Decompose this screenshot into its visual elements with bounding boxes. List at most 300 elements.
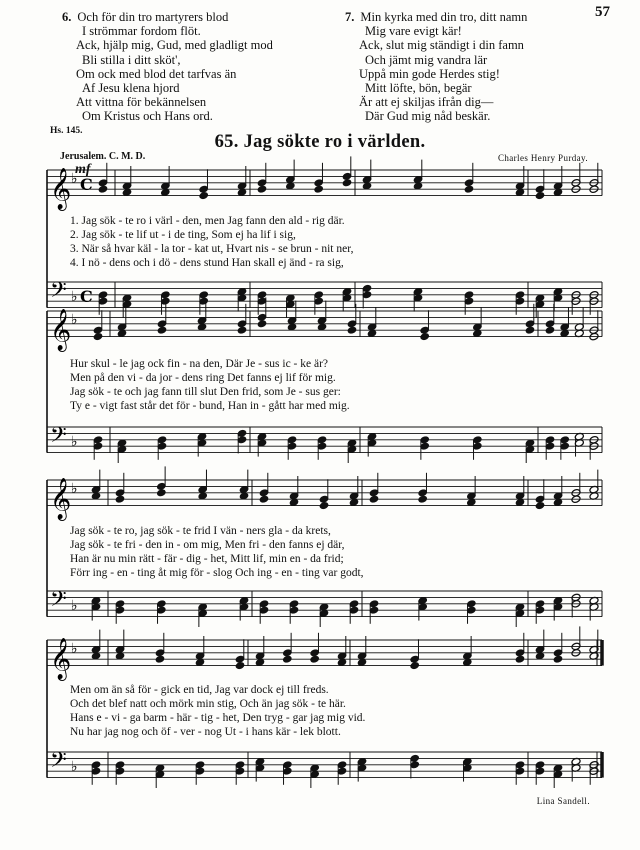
verse-line: Och jämt mig vandra lär <box>365 52 488 67</box>
note-head <box>115 600 125 609</box>
note-head <box>571 489 581 498</box>
note-head <box>160 188 170 197</box>
note-head <box>571 593 581 602</box>
note-head <box>157 436 167 445</box>
treble-clef: 𝄞 <box>50 309 72 351</box>
note-head <box>91 485 101 494</box>
verse-line: I strömmar fordom flöt. <box>82 24 201 39</box>
note-head <box>571 649 581 658</box>
note-head <box>199 291 209 300</box>
note-head <box>535 761 545 770</box>
note-head <box>91 761 101 770</box>
note-head <box>285 175 295 184</box>
note-head <box>314 185 324 194</box>
note-head <box>367 439 377 448</box>
note-head <box>317 323 327 332</box>
note-head <box>197 316 207 325</box>
note-head <box>466 600 476 609</box>
note-head <box>571 495 581 504</box>
note-head <box>239 596 249 605</box>
note-head <box>337 658 347 667</box>
note-head <box>117 329 127 338</box>
note-head <box>235 767 245 776</box>
note-head <box>362 175 372 184</box>
note-head <box>574 329 584 338</box>
note-head <box>413 175 423 184</box>
note-head <box>117 439 127 448</box>
note-head <box>464 179 474 188</box>
dynamic-marking: mf <box>75 162 91 177</box>
note-head <box>515 761 525 770</box>
note-head <box>574 432 584 441</box>
note-head <box>418 603 428 612</box>
note-head <box>369 606 379 615</box>
lyricist-credit: Lina Sandell. <box>536 796 590 806</box>
verse-line: Att vittna för bekännelsen <box>76 95 207 110</box>
note-head <box>115 495 125 504</box>
note-head <box>589 761 599 770</box>
note-head <box>420 436 430 445</box>
note-head <box>198 603 208 612</box>
note-head <box>553 287 563 296</box>
note-head <box>156 482 166 491</box>
note-head <box>535 501 545 510</box>
note-head <box>287 323 297 332</box>
note-head <box>337 652 347 661</box>
note-head <box>259 495 269 504</box>
note-head <box>589 603 599 612</box>
lyrics-system-1 <box>70 214 353 270</box>
verse-line: Om Kristus och Hans ord. <box>82 109 213 124</box>
note-head <box>553 770 563 779</box>
lyric-line: Förr ing - en - ting åt mig för - slog Och ing - en - ting var godt, <box>70 567 364 579</box>
note-head <box>197 323 207 332</box>
verse-line: Mitt löfte, bön, begär <box>365 81 472 96</box>
key-signature-flat: ♭ <box>71 289 78 306</box>
note-head <box>157 326 167 335</box>
note-head <box>157 320 167 329</box>
note-head <box>115 489 125 498</box>
note-head <box>155 764 165 773</box>
note-head <box>115 767 125 776</box>
note-head <box>198 485 208 494</box>
bass-clef: 𝄢 <box>50 423 67 454</box>
note-head <box>462 764 472 773</box>
note-head <box>545 442 555 451</box>
note-head <box>317 316 327 325</box>
note-head <box>571 291 581 300</box>
note-head <box>410 754 420 763</box>
note-head <box>198 492 208 501</box>
note-head <box>93 332 103 341</box>
time-signature: C <box>80 287 93 307</box>
note-head <box>553 596 563 605</box>
verse-line: Mig vare evigt kär! <box>365 24 462 39</box>
note-head <box>535 600 545 609</box>
note-head <box>535 191 545 200</box>
note-head <box>464 185 474 194</box>
note-head <box>515 498 525 507</box>
note-head <box>589 436 599 445</box>
note-head <box>462 757 472 766</box>
note-head <box>347 439 357 448</box>
verse-line: Om ock med blod det tarfvas än <box>76 66 237 81</box>
note-head <box>257 185 267 194</box>
note-head <box>553 492 563 501</box>
note-head <box>410 761 420 770</box>
note-head <box>574 323 584 332</box>
note-head <box>314 291 324 300</box>
hymn-reference: Hs. 145. <box>50 126 83 136</box>
note-head <box>257 179 267 188</box>
note-head <box>337 767 347 776</box>
note-head <box>91 596 101 605</box>
note-head <box>362 291 372 300</box>
note-head <box>464 297 474 306</box>
note-head <box>571 600 581 609</box>
note-head <box>418 489 428 498</box>
note-head <box>515 291 525 300</box>
note-head <box>342 294 352 303</box>
note-head <box>464 291 474 300</box>
note-head <box>314 179 324 188</box>
note-head <box>91 492 101 501</box>
note-head <box>237 436 247 445</box>
note-head <box>553 655 563 664</box>
note-head <box>589 291 599 300</box>
verse-line: Min kyrka med din tro, ditt namn <box>360 10 528 24</box>
note-head <box>553 182 563 191</box>
note-head <box>462 652 472 661</box>
note-head <box>337 761 347 770</box>
note-head <box>98 291 108 300</box>
lyric-line: Men om än så för - gick en tid, Jag var dock ej till freds. <box>70 684 329 696</box>
note-head <box>195 767 205 776</box>
note-head <box>259 489 269 498</box>
note-head <box>515 182 525 191</box>
note-head <box>287 316 297 325</box>
verse-line: Och för din tro martyrers blod <box>77 10 229 24</box>
note-head <box>319 603 329 612</box>
note-head <box>195 652 205 661</box>
note-head <box>535 495 545 504</box>
hymn-title: 65. Jag sökte ro i världen. <box>214 132 426 152</box>
note-head <box>115 606 125 615</box>
key-signature-flat: ♭ <box>71 598 78 615</box>
note-head <box>122 294 132 303</box>
note-head <box>155 655 165 664</box>
note-head <box>239 492 249 501</box>
note-head <box>560 329 570 338</box>
lyric-line: Ty e - vigt fast står det för - bund, Han in - gått har med mig. <box>70 400 350 412</box>
note-head <box>257 432 267 441</box>
note-head <box>553 603 563 612</box>
note-head <box>357 658 367 667</box>
tune-name: Jerusalem. C. M. D. <box>60 151 146 162</box>
verse-line: Där Gud mig nåd beskär. <box>365 109 491 124</box>
lyric-line: Han är nu min rätt - fär - dig - het, Mitt lif, min en - da frid; <box>70 553 344 565</box>
note-head <box>122 188 132 197</box>
note-head <box>560 323 570 332</box>
note-head <box>98 185 108 194</box>
note-head <box>535 606 545 615</box>
note-head <box>237 294 247 303</box>
note-head <box>589 326 599 335</box>
note-head <box>342 179 352 188</box>
note-head <box>553 294 563 303</box>
lyrics-system-4 <box>70 683 365 739</box>
note-head <box>342 172 352 181</box>
note-head <box>91 767 101 776</box>
verse-line: Ack, slut mig ständigt i din famn <box>359 38 524 53</box>
note-head <box>282 655 292 664</box>
note-head <box>553 649 563 658</box>
note-head <box>198 609 208 618</box>
note-head <box>314 297 324 306</box>
note-head <box>410 661 420 670</box>
note-head <box>466 606 476 615</box>
lyric-line: Hur skul - le jag ock fin - na den, Där Je - sus ic - ke är? <box>70 358 329 370</box>
lyric-line: 3. När så hvar käl - la tor - kat ut, Hvart nis - se brun - nit ner, <box>70 243 354 255</box>
note-head <box>289 606 299 615</box>
lyric-line: Men på den vi - da jor - dens ring Det fanns ej lif för mig. <box>70 372 336 384</box>
note-head <box>367 329 377 338</box>
composer-credit: Charles Henry Purday. <box>497 153 588 163</box>
note-head <box>420 442 430 451</box>
note-head <box>545 320 555 329</box>
note-head <box>362 284 372 293</box>
note-head <box>525 320 535 329</box>
treble-clef: 𝄞 <box>50 638 72 680</box>
verse-line: Uppå min gode Herdes stig! <box>359 66 500 81</box>
note-head <box>255 652 265 661</box>
note-head <box>369 600 379 609</box>
note-head <box>589 645 599 654</box>
note-head <box>237 188 247 197</box>
note-head <box>289 498 299 507</box>
note-head <box>319 609 329 618</box>
note-head <box>535 652 545 661</box>
note-head <box>589 185 599 194</box>
page-number: 57 <box>595 4 610 20</box>
note-head <box>349 498 359 507</box>
note-head <box>560 442 570 451</box>
note-head <box>310 770 320 779</box>
note-head <box>156 606 166 615</box>
note-head <box>515 297 525 306</box>
note-head <box>553 498 563 507</box>
note-head <box>367 323 377 332</box>
note-head <box>255 757 265 766</box>
note-head <box>93 436 103 445</box>
note-head <box>287 436 297 445</box>
note-head <box>589 297 599 306</box>
lyrics-system-3 <box>70 524 364 580</box>
note-head <box>115 761 125 770</box>
treble-clef: 𝄞 <box>50 168 72 210</box>
note-head <box>535 300 545 309</box>
note-head <box>525 326 535 335</box>
note-head <box>93 326 103 335</box>
note-head <box>310 649 320 658</box>
note-head <box>515 767 525 776</box>
note-head <box>98 297 108 306</box>
note-head <box>155 770 165 779</box>
note-head <box>589 596 599 605</box>
note-head <box>410 655 420 664</box>
note-head <box>197 439 207 448</box>
note-head <box>418 495 428 504</box>
note-head <box>589 492 599 501</box>
note-head <box>289 600 299 609</box>
note-head <box>462 658 472 667</box>
bass-clef: 𝄢 <box>50 587 67 618</box>
verse-number: 7. <box>345 10 355 24</box>
note-head <box>342 287 352 296</box>
note-head <box>156 489 166 498</box>
note-head <box>589 179 599 188</box>
note-head <box>349 606 359 615</box>
note-head <box>545 326 555 335</box>
note-head <box>257 291 267 300</box>
note-head <box>347 445 357 454</box>
verse-line: Ack, hjälp mig, Gud, med gladligt mod <box>76 38 273 53</box>
lyric-line: Nu har jag nog och öf - ver - nog Ut - i hans kär - lek blott. <box>70 726 341 738</box>
bass-clef: 𝄢 <box>50 748 67 779</box>
note-head <box>115 645 125 654</box>
note-head <box>317 436 327 445</box>
treble-clef: 𝄞 <box>50 478 72 520</box>
note-head <box>237 287 247 296</box>
note-head <box>571 297 581 306</box>
note-head <box>369 489 379 498</box>
note-head <box>199 191 209 200</box>
note-head <box>287 442 297 451</box>
note-head <box>282 649 292 658</box>
note-head <box>571 764 581 773</box>
note-head <box>571 185 581 194</box>
lyric-line: Jag sök - te fri - den in - om mig, Men fri - den fanns ej där, <box>70 539 345 551</box>
key-signature-flat: ♭ <box>71 640 78 657</box>
note-head <box>515 649 525 658</box>
note-head <box>472 442 482 451</box>
note-head <box>535 185 545 194</box>
note-head <box>259 600 269 609</box>
note-head <box>369 495 379 504</box>
note-head <box>545 436 555 445</box>
note-head <box>199 185 209 194</box>
note-head <box>157 442 167 451</box>
note-head <box>589 767 599 776</box>
note-head <box>259 606 269 615</box>
note-head <box>122 182 132 191</box>
key-signature-flat: ♭ <box>71 480 78 497</box>
note-head <box>472 436 482 445</box>
lyric-line: Jag sök - te och jag fann till slut Den frid, som Je - sus ger: <box>70 386 341 398</box>
note-head <box>282 767 292 776</box>
note-head <box>420 326 430 335</box>
note-head <box>237 326 247 335</box>
note-head <box>285 300 295 309</box>
note-head <box>589 442 599 451</box>
note-head <box>155 649 165 658</box>
key-signature-flat: ♭ <box>71 759 78 776</box>
note-head <box>525 439 535 448</box>
note-head <box>289 492 299 501</box>
note-head <box>237 429 247 438</box>
note-head <box>589 485 599 494</box>
note-head <box>195 658 205 667</box>
note-head <box>357 764 367 773</box>
note-head <box>413 294 423 303</box>
note-head <box>317 442 327 451</box>
lyrics-system-2 <box>70 357 350 413</box>
verse-line: Bli stilla i ditt sköt', <box>82 52 181 67</box>
note-head <box>367 432 377 441</box>
note-head <box>282 761 292 770</box>
note-head <box>235 761 245 770</box>
note-head <box>574 439 584 448</box>
note-head <box>571 642 581 651</box>
note-head <box>255 658 265 667</box>
bass-clef: 𝄢 <box>50 278 67 309</box>
note-head <box>420 332 430 341</box>
note-head <box>91 603 101 612</box>
note-head <box>257 320 267 329</box>
note-head <box>319 501 329 510</box>
note-head <box>553 764 563 773</box>
verse-7 <box>345 10 527 124</box>
time-signature: C <box>80 175 93 195</box>
note-head <box>197 432 207 441</box>
lyric-line: 2. Jag sök - te lif ut - i de ting, Som ej ha lif i sig, <box>70 229 296 241</box>
note-head <box>515 655 525 664</box>
note-head <box>117 445 127 454</box>
note-head <box>199 297 209 306</box>
note-head <box>93 442 103 451</box>
note-head <box>310 655 320 664</box>
note-head <box>589 652 599 661</box>
note-head <box>160 291 170 300</box>
note-head <box>285 182 295 191</box>
note-head <box>413 182 423 191</box>
note-head <box>255 764 265 773</box>
note-head <box>257 297 267 306</box>
note-head <box>239 485 249 494</box>
note-head <box>115 652 125 661</box>
note-head <box>571 179 581 188</box>
note-head <box>347 320 357 329</box>
lyric-line: Och det blef natt och mörk min stig, Och än jag sök - te här. <box>70 698 346 710</box>
key-signature-flat: ♭ <box>71 170 78 187</box>
key-signature-flat: ♭ <box>71 311 78 328</box>
note-head <box>418 596 428 605</box>
note-head <box>357 757 367 766</box>
note-head <box>560 436 570 445</box>
note-head <box>413 287 423 296</box>
note-head <box>235 661 245 670</box>
note-head <box>472 329 482 338</box>
verse-line: Är att ej skiljas ifrån dig— <box>359 95 494 110</box>
note-head <box>466 492 476 501</box>
note-head <box>472 323 482 332</box>
lyric-line: 1. Jag sök - te ro i värl - den, men Jag fann den ald - rig där. <box>70 215 345 227</box>
note-head <box>535 645 545 654</box>
note-head <box>362 182 372 191</box>
note-head <box>319 495 329 504</box>
note-head <box>257 439 267 448</box>
note-head <box>515 603 525 612</box>
